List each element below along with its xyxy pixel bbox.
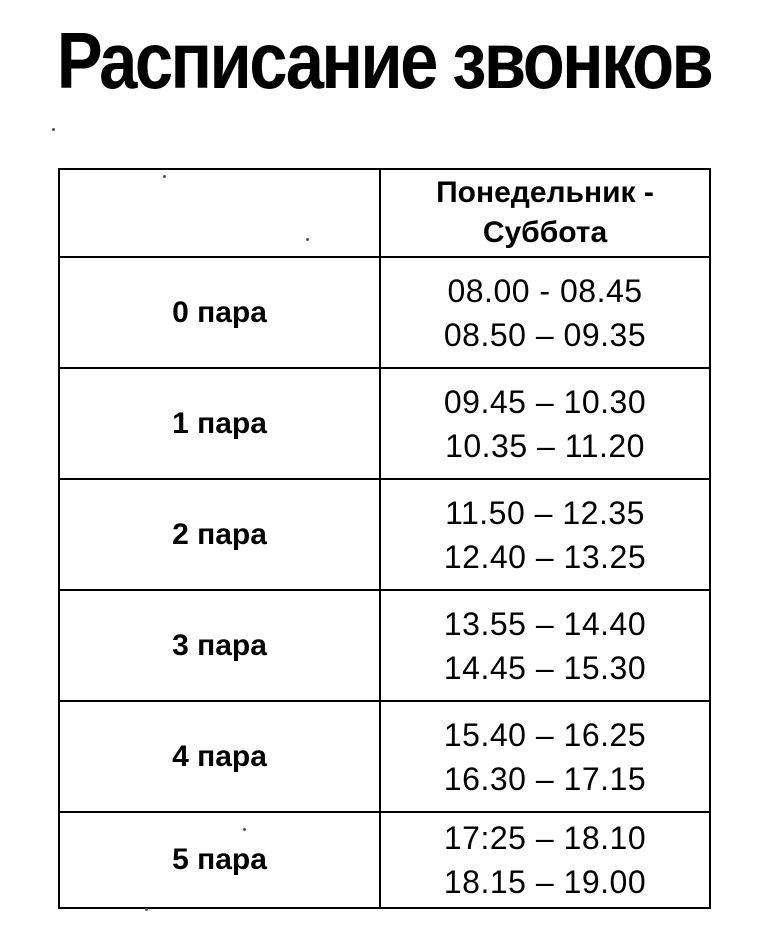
pair-label: 1 пара — [59, 368, 380, 479]
scan-speck — [306, 238, 309, 241]
lesson-time-1: 13.55 – 14.40 — [443, 605, 647, 642]
lesson-time-2: 18.15 – 19.00 — [443, 864, 647, 900]
table-row — [59, 701, 710, 812]
scan-speck — [163, 175, 166, 178]
scan-speck — [52, 128, 55, 131]
lesson-time-1: 11.50 – 12.35 — [445, 494, 645, 531]
scan-speck — [243, 828, 246, 831]
header-days-line-2: Суббота — [482, 216, 608, 249]
time-cell — [380, 368, 710, 479]
table-row — [59, 257, 710, 368]
pair-label: 5 пара — [59, 812, 380, 908]
table-row — [59, 368, 710, 479]
time-cell — [380, 479, 710, 590]
table-row — [59, 812, 710, 908]
table-header-row — [59, 169, 710, 257]
pair-label: 2 пара — [59, 479, 380, 590]
header-days-line-1: Понедельник - — [436, 176, 654, 209]
page-title: Расписание звонков — [56, 16, 712, 105]
lesson-time-2: 12.40 – 13.25 — [443, 538, 647, 575]
pair-label: 4 пара — [59, 701, 380, 812]
header-empty-cell — [59, 169, 380, 257]
lesson-time-2: 08.50 – 09.35 — [443, 316, 647, 353]
lesson-time-1: 15.40 – 16.25 — [443, 716, 647, 753]
time-cell — [380, 701, 710, 812]
lesson-time-2: 16.30 – 17.15 — [443, 760, 647, 797]
lesson-time-1: 17:25 – 18.10 — [443, 820, 647, 856]
time-cell — [380, 812, 710, 908]
time-cell — [380, 590, 710, 701]
schedule-table — [58, 168, 711, 909]
lesson-time-1: 09.45 – 10.30 — [443, 383, 647, 420]
lesson-time-2: 10.35 – 11.20 — [445, 427, 645, 464]
header-days-cell — [380, 169, 710, 257]
table-row — [59, 479, 710, 590]
time-cell — [380, 257, 710, 368]
scan-speck — [145, 908, 148, 911]
lesson-time-2: 14.45 – 15.30 — [443, 649, 647, 686]
pair-label: 3 пара — [59, 590, 380, 701]
pair-label: 0 пара — [59, 257, 380, 368]
lesson-time-1: 08.00 - 08.45 — [447, 272, 643, 309]
table-row — [59, 590, 710, 701]
